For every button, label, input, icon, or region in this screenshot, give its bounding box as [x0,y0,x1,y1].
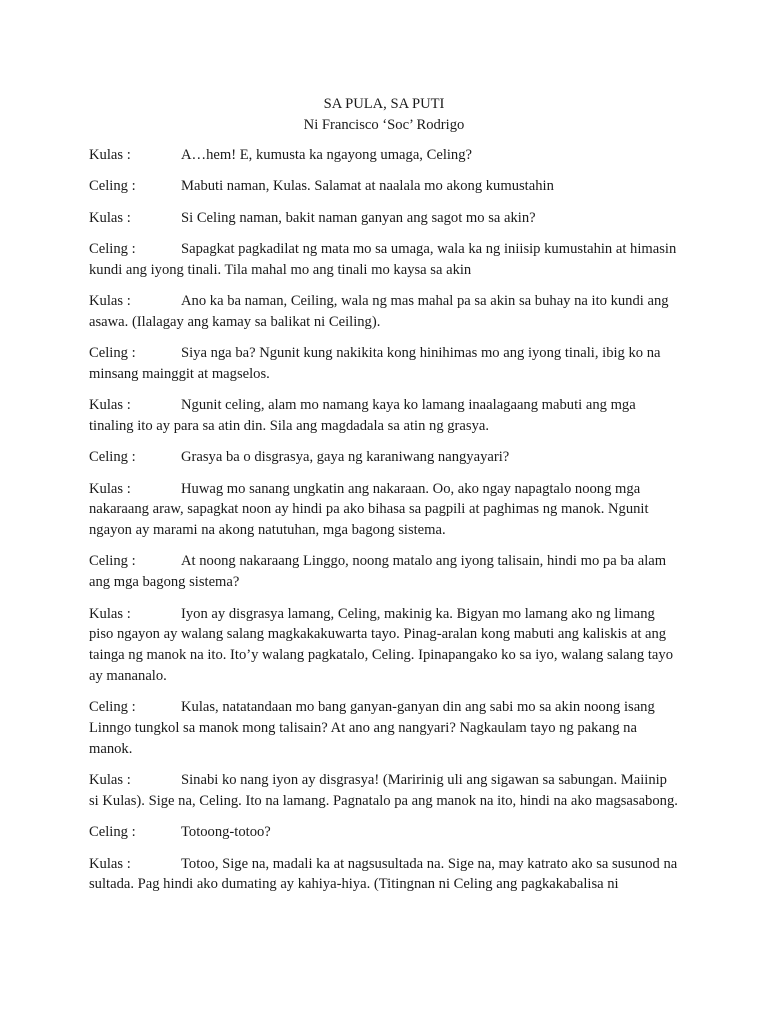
dialogue-entry [89,604,679,687]
speaker-name: Kulas : [89,605,131,622]
speaker-name: Celing : [89,240,136,257]
dialogue-text: Mabuti naman, Kulas. Salamat at naalala mo akong kumustahin [181,178,554,195]
dialogue-text: A…hem! E, kumusta ka ngayong umaga, Celing? [181,147,472,163]
speaker-name: Celing : [89,345,136,362]
dialogue-text: Sapagkat pagkadilat ng mata mo sa umaga, wala ka ng iniisip kumustahin at himasin kundi ang iyong tinali. Tila mahal mo ang tinali mo kaysa sa akin [89,240,677,278]
dialogue-text: Si Celing naman, bakit naman ganyan ang sagot mo sa akin? [181,209,536,226]
document-author: Ni Francisco ‘Soc’ Rodrigo [303,116,465,133]
speaker-name: Kulas : [89,855,131,872]
dialogue-entry [89,822,679,843]
speaker-name: Kulas : [89,772,131,789]
dialogue-entry [89,208,679,229]
speaker-name: Celing : [89,449,136,466]
dialogue-text: Kulas, natatandaan mo bang ganyan-ganyan din ang sabi mo sa akin noong isang Linngo tungkol sa manok mong talisain? At ano ang nangyari? Nagkaulam tayo ng pakang na manok. [89,699,655,757]
speaker-name: Kulas : [89,209,131,226]
dialogue-entry [89,291,679,333]
document-title: SA PULA, SA PUTI [323,96,445,112]
speaker-name: Kulas : [89,147,131,163]
dialogue-text: Ano ka ba naman, Ceiling, wala ng mas mahal pa sa akin sa buhay na ito kundi ang asawa. (Ilalagay ang kamay sa balikat ni Ceiling). [89,292,669,330]
dialogue-entry [89,176,679,197]
speaker-name: Celing : [89,178,136,195]
dialogue-text: Siya nga ba? Ngunit kung nakikita kong hinihimas mo ang iyong tinali, ibig ko na minsang mainggit at magselos. [89,345,661,382]
dialogue-entry [89,395,679,437]
speaker-name: Celing : [89,553,136,570]
dialogue-entry [89,551,679,593]
dialogue-entry [89,343,679,385]
speaker-name: Kulas : [89,397,131,414]
dialogue-entry [89,145,679,166]
dialogue-text: Ngunit celing, alam mo namang kaya ko lamang inaalagaang mabuti ang mga tinaling ito ay para sa atin din. Sila ang magdadala sa atin ng grasya. [89,397,636,434]
speaker-name: Kulas : [89,480,131,497]
dialogue-section [89,145,679,906]
dialogue-text: Sinabi ko nang iyon ay disgrasya! (Maririnig uli ang sigawan sa sabungan. Maiinip si Kulas). Sige na, Celing. Ito na lamang. Pagnatalo pa ang manok na ito, hindi na ako magsasabong. [89,772,678,809]
dialogue-entry [89,770,679,812]
dialogue-text: At noong nakaraang Linggo, noong matalo ang iyong talisain, hindi mo pa ba alam ang mga bagong sistema? [89,553,667,591]
dialogue-entry [89,854,679,896]
dialogue-text: Grasya ba o disgrasya, gaya ng karaniwang nangyayari? [181,449,510,466]
dialogue-text: Iyon ay disgrasya lamang, Celing, makinig ka. Bigyan mo lamang ako ng limang piso ngayon ay walang salang magkakakuwarta tayo. Pinag-aralan kong mabuti ang kaliskis at ang tainga ng manok na ito. Ito’y walang pagkatalo, Celing. Ipinapangako ko sa iyo, walang salang tayo ay mananalo. [89,605,673,684]
speaker-name: Kulas : [89,292,131,309]
dialogue-entry [89,479,679,541]
dialogue-entry [89,697,679,759]
speaker-name: Celing : [89,699,136,716]
speaker-name: Celing : [89,824,136,841]
dialogue-text: Huwag mo sanang ungkatin ang nakaraan. Oo, ako ngay napagtalo noong mga nakaraang araw, sapagkat noon ay hindi pa ako bihasa sa pagpili at paghimas ng manok. Ngunit ngayon ay marami na akong natutuhan, mga bagong sistema. [89,480,649,539]
dialogue-text: Totoo, Sige na, madali ka at nagsusultada na. Sige na, may katrato ako sa susunod na sultada. Pag hindi ako dumating ay kahiya-hiya. (Titingnan ni Celing ang pagkakabalisa ni [89,855,678,893]
title-block [0,94,768,135]
dialogue-entry [89,447,679,468]
dialogue-entry [89,239,679,281]
dialogue-text: Totoong-totoo? [181,824,271,841]
